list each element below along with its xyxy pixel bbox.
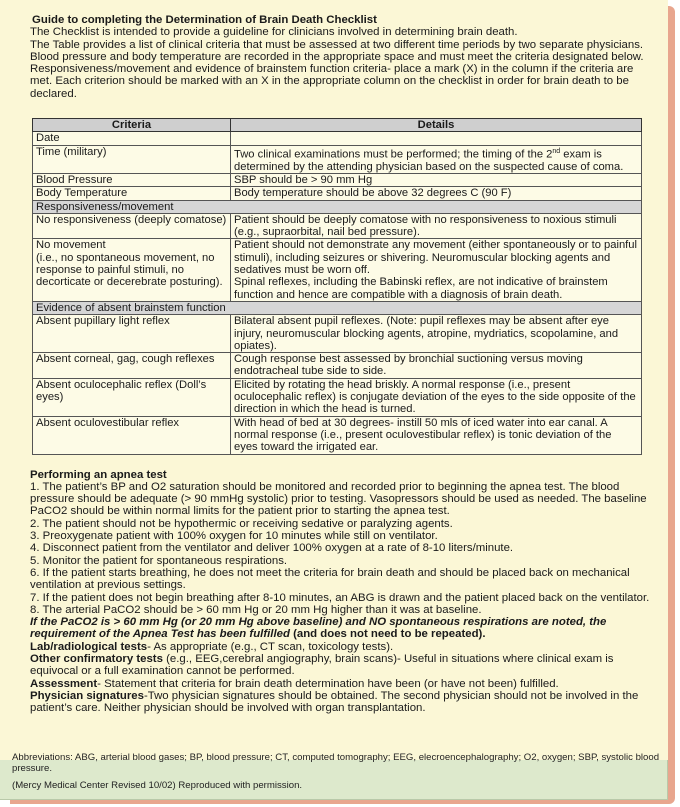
extra-label: Other confirmatory tests [30, 652, 163, 665]
apnea-step: 7. If the patient does not begin breathing after 8-10 minutes, an ABG is drawn and the patient placed back on the ventilator. [30, 591, 650, 604]
apnea-step: 3. Preoxygenate patient with 100% oxygen for 10 minutes while still on ventilator. [30, 530, 438, 543]
extra-physician-signatures [30, 690, 652, 715]
table-row [33, 132, 642, 145]
table-row [33, 145, 642, 173]
ordinal-suffix: nd [552, 147, 561, 155]
table-header-row [33, 119, 642, 132]
table-row [33, 239, 642, 301]
criteria-cell: Absent corneal, gag, cough reflexes [33, 353, 231, 379]
table-row [33, 213, 642, 239]
extra-label: Lab/radiological tests [30, 640, 148, 653]
apnea-step: 4. Disconnect patient from the ventilator and deliver 100% oxygen at a rate of 8-10 liters/minute. [30, 542, 514, 555]
details-column-header: Details [231, 119, 642, 132]
extra-label: Assessment [30, 677, 98, 690]
section-label: Responsiveness/movement [33, 200, 642, 213]
details-cell [231, 132, 642, 145]
criteria-column-header: Criteria [33, 119, 231, 132]
extra-text: -Two physician signatures should be obtained. The second physician should not be involved in the patient’s care. Neither physician should be involved with organ transplantation. [30, 689, 639, 715]
intro-paragraph: Responsiveness/movement and evidence of brainstem function criteria- place a mark (X) in the column if the criteria are met. Each criterion should be marked with an X in the appropriate column on the checklist in order for brain death to be declared. [30, 63, 634, 100]
apnea-step: 5. Monitor the patient for spontaneous respirations. [30, 554, 288, 567]
apnea-step: 6. If the patient starts breathing, he does not meet the criteria for brain death and should be placed back on mechanical ventilation at previous settings. [30, 566, 630, 592]
apnea-step: 8. The arterial PaCO2 should be > 60 mm Hg or 20 mm Hg higher than it was at baseline. [30, 603, 482, 616]
abbreviations-note: Abbreviations: ABG, arterial blood gases; BP, blood pressure; CT, computed tomography; EEG, elecroencephalography; O2, oxygen; SBP, systolic blood pressure. [12, 752, 660, 774]
extra-assessment [30, 678, 652, 690]
intro-paragraph: The Table provides a list of clinical criteria that must be assessed at two different time periods by two separate physicians. Blood pressure and body temperature are recorded in the appropriate space and must meet the criteria designated below. [30, 38, 644, 63]
details-cell: Elicited by rotating the head briskly. A normal response (i.e., present oculocephalic reflex) is conjugate deviation of the eyes to the side opposite of the direction in which the head is turned. [231, 378, 642, 416]
apnea-conclusion [30, 616, 652, 641]
details-cell: Patient should be deeply comatose with no responsiveness to noxious stimuli (e.g., supraorbital, nail bed pressure). [231, 213, 642, 239]
apnea-section [30, 469, 652, 715]
table-row [33, 174, 642, 187]
details-cell: Body temperature should be above 32 degrees C (90 F) [231, 187, 642, 200]
criteria-table [32, 118, 642, 454]
apnea-conclusion-emphasis: If the PaCO2 is > 60 mm Hg (or 20 mm Hg above baseline) and NO spontaneous respirations are noted, the requirement of the Apnea Test has been fulfilled [30, 616, 607, 641]
extra-lab-tests [30, 641, 652, 653]
criteria-cell: Date [33, 132, 231, 145]
table-section-row [33, 200, 642, 213]
extra-confirmatory-tests [30, 653, 652, 678]
extra-text: - Statement that criteria for brain death determination have been (or have not been) fulfilled. [97, 677, 559, 690]
criteria-cell: No movement (i.e., no spontaneous movement, no response to painful stimuli, no decorticate or decerebrate posturing). [33, 239, 231, 301]
apnea-step: 2. The patient should not be hypothermic or receiving sedative or paralyzing agents. [30, 517, 453, 530]
details-cell: With head of bed at 30 degrees- instill 50 mls of iced water into ear canal. A normal response (i.e., present oculovestibular reflex) is tonic deviation of the eyes toward the irrigated ear. [231, 416, 642, 454]
table-section-row [33, 301, 642, 314]
guide-title: Guide to completing the Determination of Brain Death Checklist [32, 14, 377, 26]
details-cell: Patient should not demonstrate any movement (either spontaneously or to painful stimuli), including seizures or shivering. Neuromuscular blocking agents and sedatives must be worn off. Spinal reflexes, including the Babinski reflex, are not indicative of brainstem function and hence are compatible with a diagnosis of brain death. [231, 239, 642, 301]
criteria-cell: Absent oculovestibular reflex [33, 416, 231, 454]
table-row [33, 353, 642, 379]
details-cell: SBP should be > 90 mm Hg [231, 174, 642, 187]
section-label: Evidence of absent brainstem function [33, 301, 642, 314]
extra-text: (e.g., EEG,cerebral angiography, brain scans)- Useful in situations where clinical exam is equivocal or a full examination cannot be performed. [30, 652, 614, 678]
apnea-conclusion-tail: (and does not need to be repeated). [289, 628, 486, 641]
details-text: Two clinical examinations must be performed; the timing of the 2 [234, 148, 553, 161]
extra-text: - As appropriate (e.g., CT scan, toxicology tests). [147, 640, 394, 653]
details-cell: Bilateral absent pupil reflexes. (Note: pupil reflexes may be absent after eye injury, neuromuscular blocking agents, atropine, mydriatics, scopolamine, and opiates). [231, 315, 642, 353]
details-cell: Cough response best assessed by bronchial suctioning versus moving endotracheal tube side to side. [231, 353, 642, 379]
table-row [33, 315, 642, 353]
table-row [33, 416, 642, 454]
apnea-step: 1. The patient’s BP and O2 saturation should be monitored and recorded prior to beginning the apnea test. The blood pressure should be adequate (> 90 mmHg systolic) prior to testing. Vasopressors should be used as needed. The baseline PaCO2 should be within normal limits for the patient prior to starting the apnea test. [30, 480, 647, 518]
source-credit: (Mercy Medical Center Revised 10/02) Reproduced with permission. [12, 780, 303, 791]
criteria-cell: Blood Pressure [33, 174, 231, 187]
table-row [33, 378, 642, 416]
intro-paragraph: The Checklist is intended to provide a guideline for clinicians involved in determining brain death. [30, 26, 518, 39]
extra-label: Physician signatures [30, 689, 144, 702]
criteria-cell: Time (military) [33, 145, 231, 173]
criteria-cell: Body Temperature [33, 187, 231, 200]
details-cell [231, 145, 642, 173]
criteria-cell: Absent pupillary light reflex [33, 315, 231, 353]
criteria-cell: Absent oculocephalic reflex (Doll’s eyes) [33, 378, 231, 416]
table-row [33, 187, 642, 200]
details-text: exam is determined by the attending physician based on the suspected cause of coma. [234, 148, 624, 173]
document-inner [30, 14, 652, 714]
criteria-cell: No responsiveness (deeply comatose) [33, 213, 231, 239]
guide-intro [30, 26, 652, 100]
apnea-title: Performing an apnea test [30, 468, 167, 481]
criteria-table-body [33, 132, 642, 454]
